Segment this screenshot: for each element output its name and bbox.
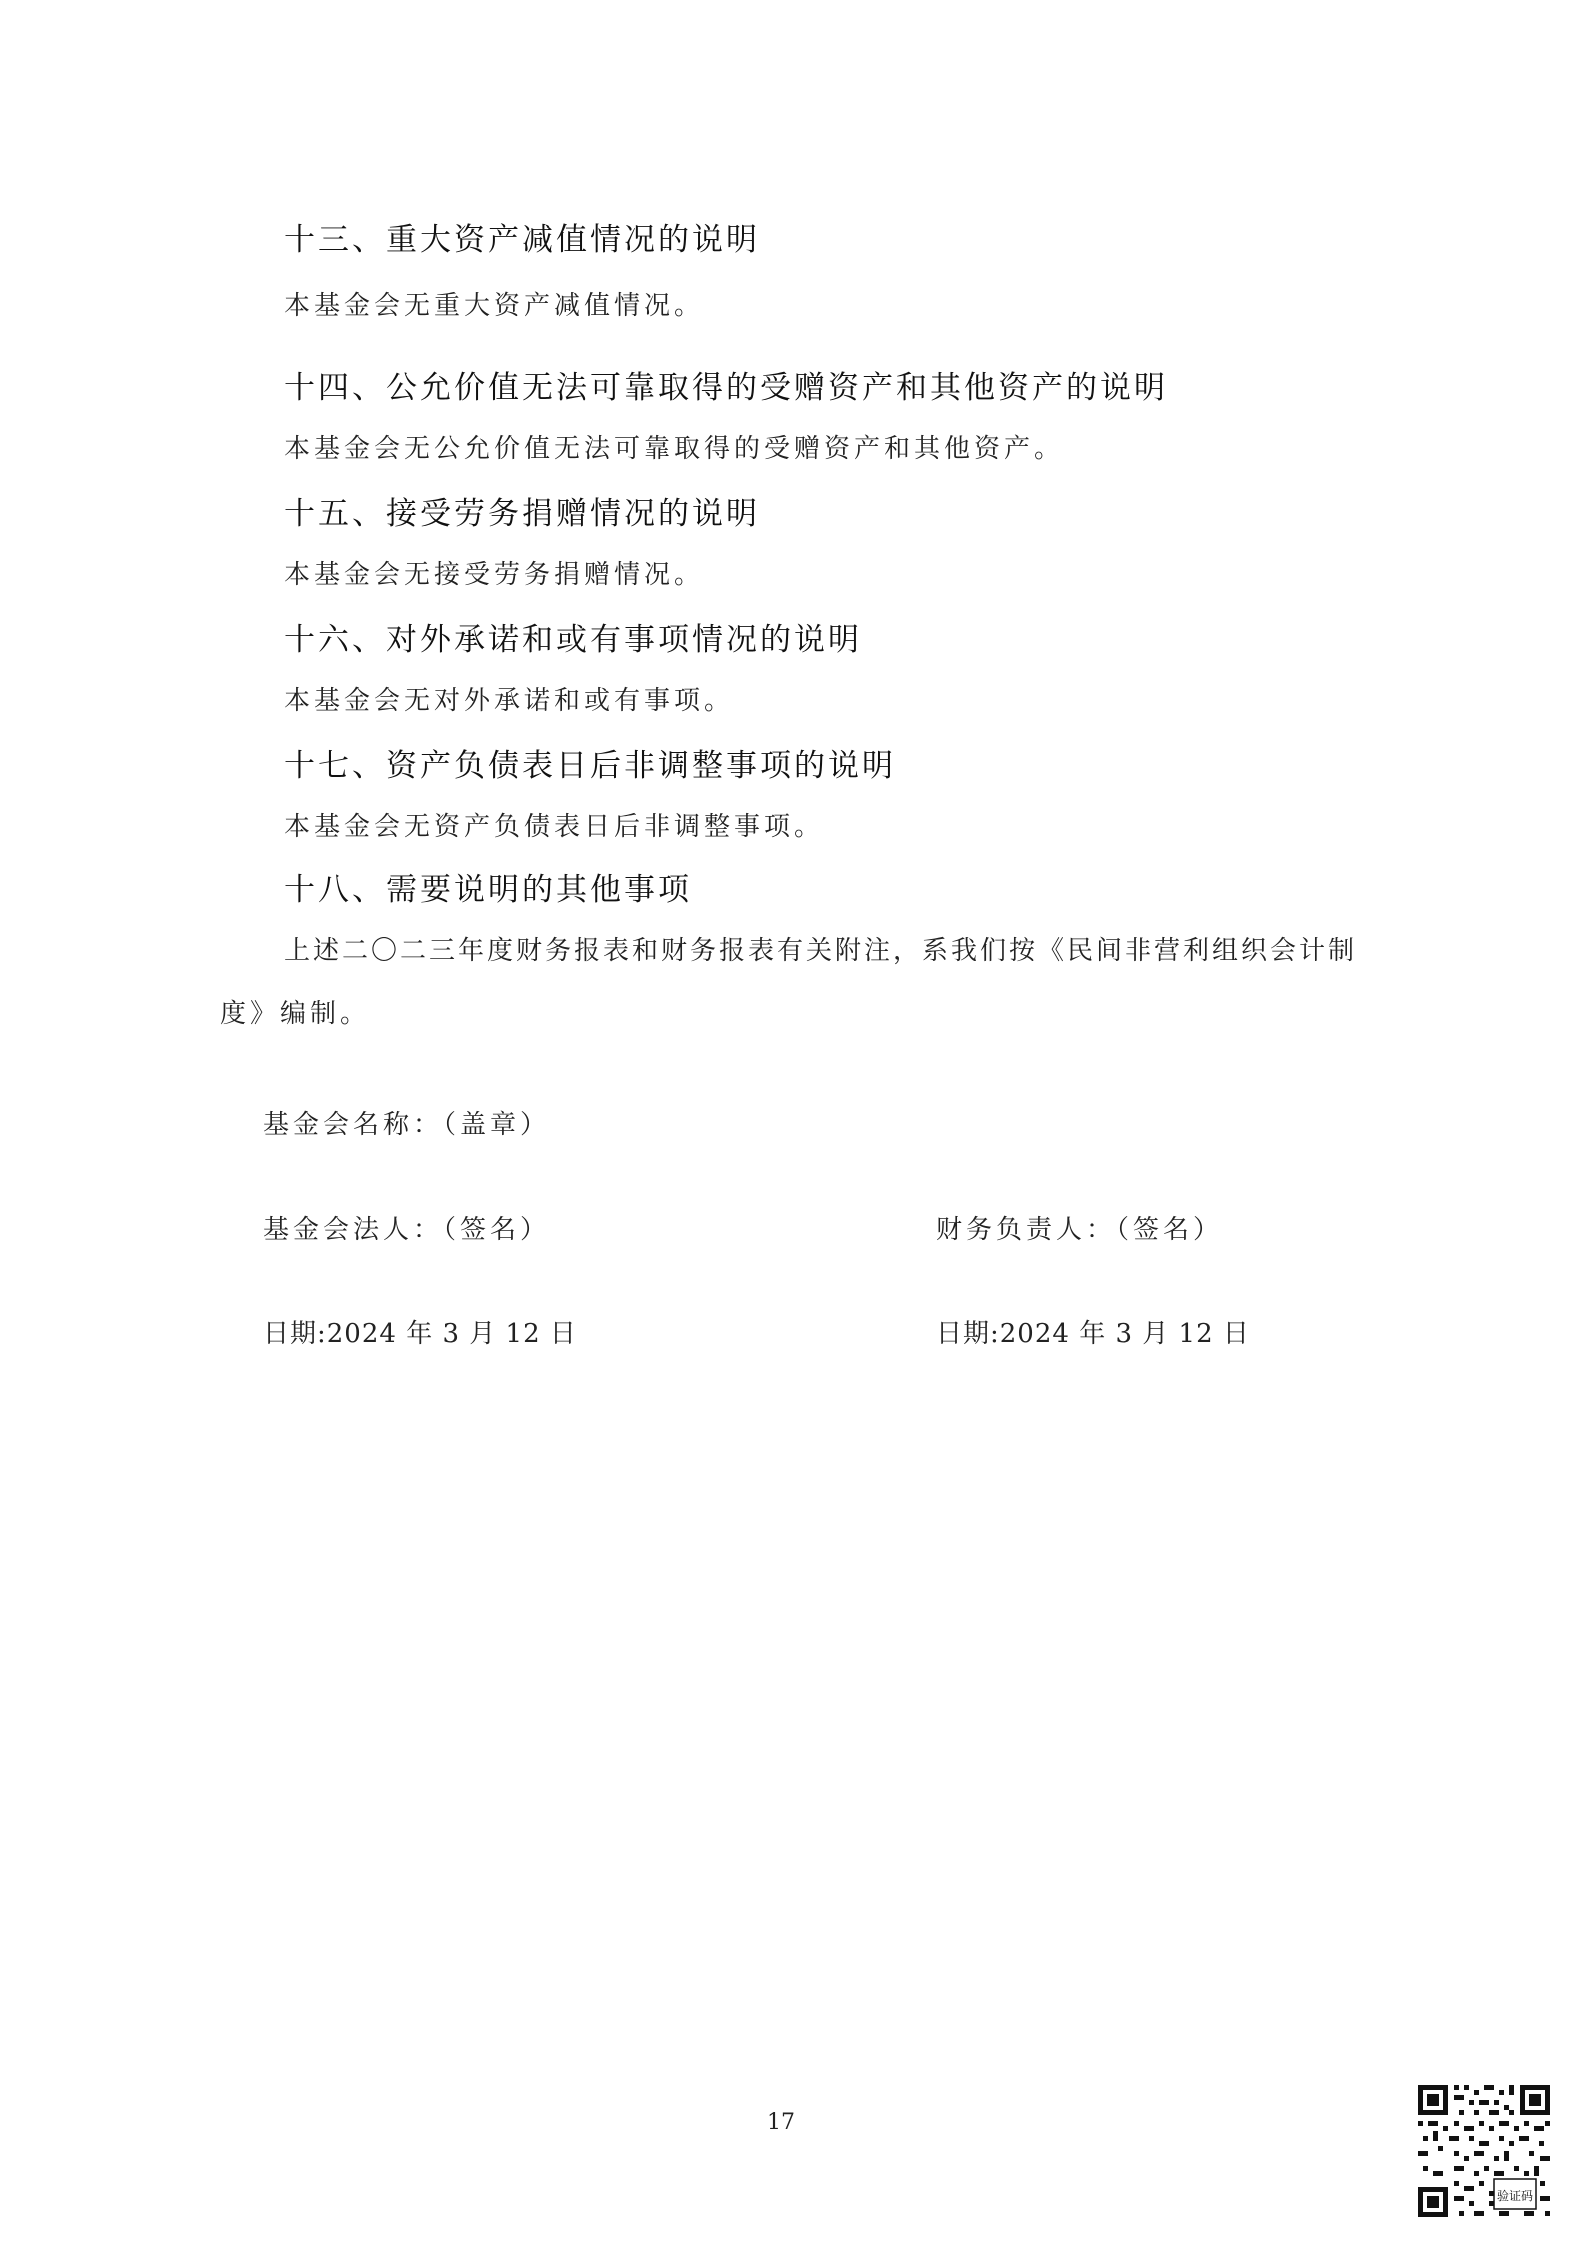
section-17-body: 本基金会无资产负债表日后非调整事项。 [284,812,825,842]
section-13-body: 本基金会无重大资产减值情况。 [284,291,705,321]
section-18-body-line2: 度》编制。 [220,999,371,1029]
org-name-seal-line: 基金会名称：（盖章） [263,1110,551,1140]
date-right: 日期:2024 年 3 月 12 日 [936,1319,1250,1349]
section-16-body: 本基金会无对外承诺和或有事项。 [284,686,735,716]
qr-label: 验证码 [1496,2189,1534,2203]
section-14-body: 本基金会无公允价值无法可靠取得的受赠资产和其他资产。 [284,434,1065,464]
section-13-heading: 十三、重大资产减值情况的说明 [284,222,760,258]
section-15-heading: 十五、接受劳务捐赠情况的说明 [284,496,760,532]
legal-rep-signature-line: 基金会法人：（签名） [263,1215,551,1245]
section-16-heading: 十六、对外承诺和或有事项情况的说明 [284,622,862,658]
section-18-heading: 十八、需要说明的其他事项 [284,872,692,908]
section-18-body-line1: 上述二〇二三年度财务报表和财务报表有关附注，系我们按《民间非营利组织会计制 [284,936,1358,966]
section-14-heading: 十四、公允价值无法可靠取得的受赠资产和其他资产的说明 [284,370,1168,406]
page-number: 17 [767,2110,795,2135]
section-15-body: 本基金会无接受劳务捐赠情况。 [284,560,705,590]
finance-head-signature-line: 财务负责人：（签名） [936,1215,1224,1245]
date-left: 日期:2024 年 3 月 12 日 [263,1319,577,1349]
qr-code-icon [1414,2081,1554,2221]
section-17-heading: 十七、资产负债表日后非调整事项的说明 [284,748,896,784]
